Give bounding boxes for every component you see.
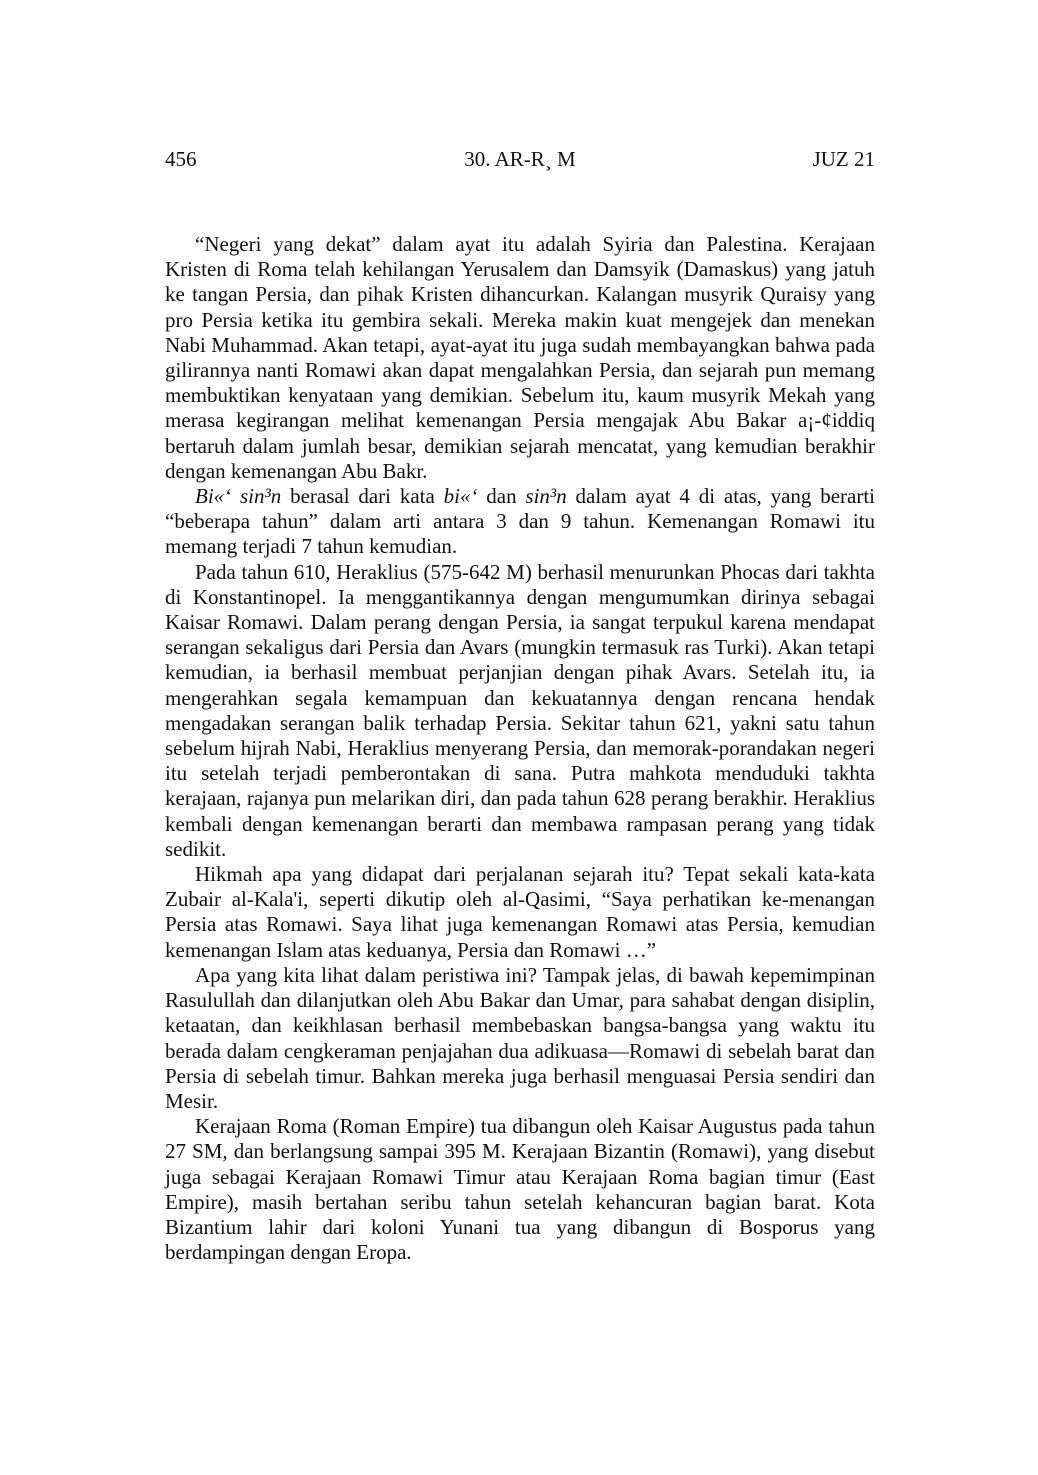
- paragraph-peristiwa: Apa yang kita lihat dalam peristiwa ini? Tampak jelas, di bawah kepemimpinan Rasulullah dan dilanjutkan oleh Abu Bakar dan Umar, para sahabat dengan disiplin, ketaatan, dan keikhlasan berhasil membebaskan bangsa-bangsa yang waktu itu berada dalam cengkeraman penjajahan dua adikuasa—Romawi di sebelah barat dan Persia di sebelah timur. Bahkan mereka juga berhasil menguasai Persia sendiri dan Mesir.: [165, 962, 875, 1113]
- page-number: 456: [165, 147, 197, 171]
- running-title: 30. AR-R¸ M: [464, 147, 576, 171]
- paragraph-text: dalam ayat 4 di atas, yang berarti “beberapa tahun” dalam arti antara 3 dan 9 tahun. Kemenangan Romawi itu memang terjadi 7 tahun kemudian.: [165, 484, 876, 559]
- term-bid: bi«‘: [443, 484, 478, 509]
- paragraph-heraklius: Pada tahun 610, Heraklius (575-642 M) berhasil menurunkan Phocas dari takhta di Konstantinopel. Ia menggantikannya dengan mengumumkan dirinya sebagai Kaisar Romawi. Dalam perang dengan Persia, ia sangat terpukul karena mendapat serangan sekaligus dari Persia dan Avars (mungkin termasuk ras Turki). Akan tetapi kemudian, ia berhasil membuat perjanjian dengan pihak Avars. Setelah itu, ia mengerahkan segala kemampuan dan kekuatannya dengan rencana hendak mengadakan serangan balik terhadap Persia. Sekitar tahun 621, yakni satu tahun sebelum hijrah Nabi, Heraklius menyerang Persia, dan memorak-porandakan negeri itu setelah terjadi pemberontakan di sana. Putra mahkota menduduki takhta kerajaan, rajanya pun melarikan diri, dan pada tahun 628 perang berakhir. Heraklius kembali dengan kemenangan berarti dan membawa rampasan perang yang tidak sedikit.: [165, 559, 875, 861]
- paragraph-text: berasal dari kata: [281, 484, 444, 509]
- paragraph-text: dan: [477, 484, 526, 509]
- paragraph-kerajaan-roma: Kerajaan Roma (Roman Empire) tua dibangun oleh Kaisar Augustus pada tahun 27 SM, dan berlangsung sampai 395 M. Kerajaan Bizantin (Romawi), yang disebut juga sebagai Kerajaan Romawi Timur atau Kerajaan Roma bagian timur (East Empire), masih bertahan seribu tahun setelah kehancuran bagian barat. Kota Bizantium lahir dari koloni Yunani tua yang dibangun di Bosporus yang berdampingan dengan Eropa.: [165, 1114, 875, 1265]
- page-header: [165, 144, 875, 174]
- body-text: [165, 232, 875, 1265]
- term-bid-sinin: Bi«‘ sin³n: [195, 484, 282, 509]
- paragraph-hikmah: Hikmah apa yang didapat dari perjalanan sejarah itu? Tepat sekali kata-kata Zubair al-Kala'i, seperti dikutip oleh al-Qasimi, “Saya perhatikan ke-menangan Persia atas Romawi. Saya lihat juga kemenangan Romawi atas Persia, kemudian kemenangan Islam atas keduanya, Persia dan Romawi …”: [165, 862, 875, 962]
- paragraph-negeri-yang-dekat: “Negeri yang dekat” dalam ayat itu adalah Syiria dan Palestina. Kerajaan Kristen di Roma telah kehilangan Yerusalem dan Damsyik (Damaskus) yang jatuh ke tangan Persia, dan pihak Kristen dihancurkan. Kalangan musyrik Quraisy yang pro Persia ketika itu gembira sekali. Mereka makin kuat mengejek dan menekan Nabi Muhammad. Akan tetapi, ayat-ayat itu juga sudah membayangkan bahwa pada gilirannya nanti Romawi akan dapat mengalahkan Persia, dan sejarah pun memang membuktikan kenyataan yang demikian. Sebelum itu, kaum musyrik Mekah yang merasa kegirangan melihat kemenangan Persia mengajak Abu Bakar a¡-¢iddiq bertaruh dalam jumlah besar, demikian sejarah mencatat, yang kemudian berakhir dengan kemenangan Abu Bakr.: [165, 232, 875, 483]
- juz-label: JUZ 21: [812, 147, 875, 171]
- term-sinin: sin³n: [525, 484, 567, 509]
- paragraph-bid-sinin: [165, 484, 875, 560]
